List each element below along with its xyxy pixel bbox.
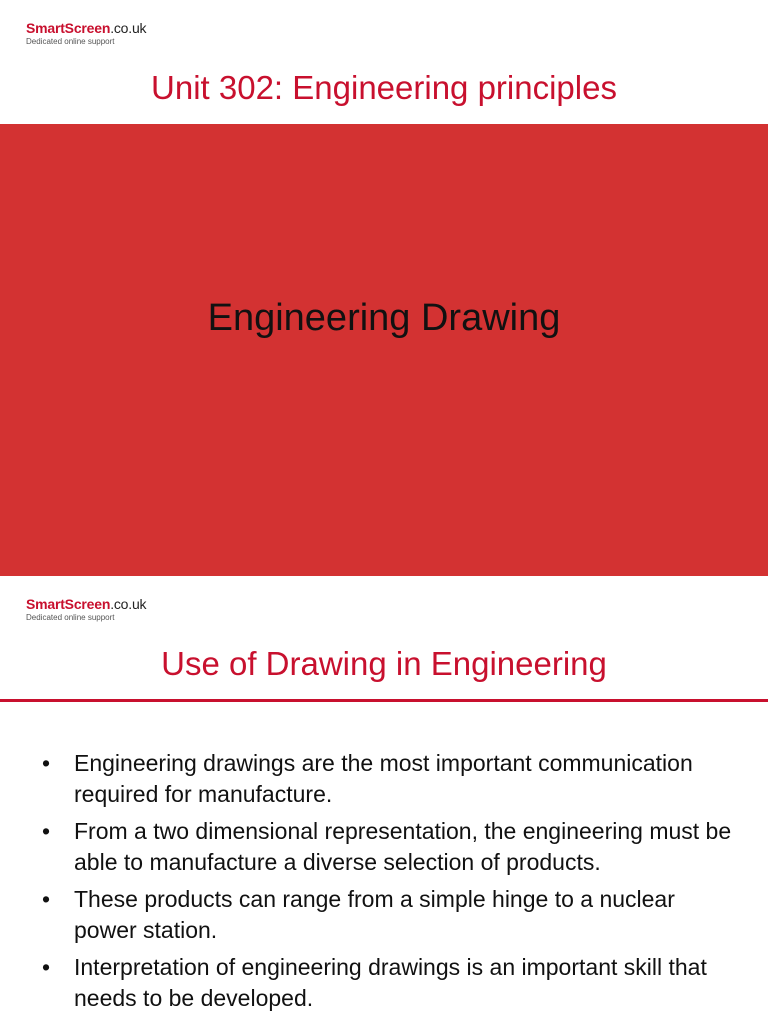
logo-tagline: Dedicated online support [26,37,115,46]
smartscreen-logo [26,596,146,623]
smartscreen-logo [26,20,146,47]
bullet-item [40,952,740,1014]
bullet-icon: • [42,818,51,844]
title-divider [0,699,768,702]
section-title: Engineering Drawing [207,297,561,339]
bullet-list [40,748,740,1020]
bullet-text: Interpretation of engineering drawings is an important skill that needs to be developed. [74,954,707,1011]
section-panel [0,124,768,576]
logo-brand: SmartScreen [26,596,111,612]
logo-wordmark [26,20,146,36]
bullet-item [40,748,740,810]
logo-wordmark [26,596,146,612]
bullet-icon: • [42,954,51,980]
logo-brand: SmartScreen [26,20,111,36]
bullet-text: Engineering drawings are the most important communication required for manufacture. [74,750,693,807]
bullet-item [40,816,740,878]
bullet-item [40,884,740,946]
logo-tagline: Dedicated online support [26,613,115,622]
logo-domain: .co.uk [110,20,147,36]
slide-2 [0,576,768,1024]
bullet-text: From a two dimensional representation, the engineering must be able to manufacture a diverse selection of products. [74,818,732,875]
slide-title: Use of Drawing in Engineering [161,645,607,682]
logo-domain: .co.uk [110,596,147,612]
bullet-icon: • [42,750,51,776]
unit-title: Unit 302: Engineering principles [151,69,617,106]
bullet-text: These products can range from a simple hinge to a nuclear power station. [74,886,675,943]
bullet-icon: • [42,886,51,912]
